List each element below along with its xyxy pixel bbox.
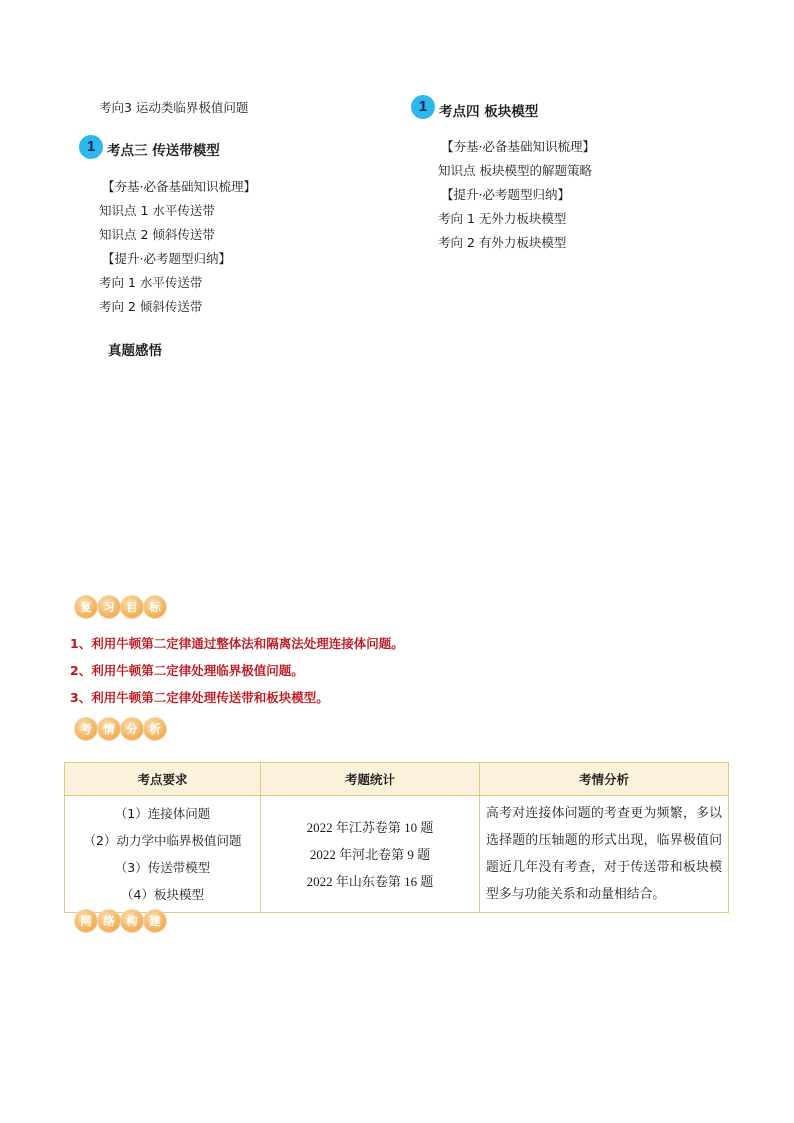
outline-line: 知识点 板块模型的解题策略 [438, 163, 592, 178]
section-number-icon: 1 [411, 95, 435, 119]
outline-line: 【提升·必考题型归纳】 [102, 251, 231, 266]
outline-line: 考向 1 无外力板块模型 [438, 211, 567, 226]
badge-char: 络 [98, 910, 120, 932]
badge-char: 情 [98, 718, 120, 740]
badge-char: 建 [144, 910, 166, 932]
table-header-row [65, 763, 729, 796]
analysis-cell: 高考对连接体问题的考查更为频繁，多以选择题的压轴题的形式出现，临界极值问题近几年没有考查，对于传送带和板块模型多与功能关系和动量相结合。 [480, 796, 729, 913]
zhenti-heading: 真题感悟 [108, 343, 162, 359]
badge-char: 标 [144, 596, 166, 618]
network-badge [75, 910, 166, 932]
section-number-icon: 1 [79, 135, 103, 159]
section3-outline [99, 175, 256, 319]
exam-analysis-table [64, 762, 729, 913]
requirement-item: （1）连接体问题 [114, 806, 211, 821]
outline-line: 知识点 2 倾斜传送带 [99, 227, 215, 242]
outline-line: 知识点 1 水平传送带 [99, 203, 215, 218]
outline-line: 考向 2 有外力板块模型 [438, 235, 567, 250]
goal-item: 3、利用牛顿第二定律处理传送带和板块模型。 [70, 690, 329, 705]
review-goals-badge [75, 596, 166, 618]
column-header: 考情分析 [480, 763, 729, 796]
outline-line: 【提升·必考题型归纳】 [441, 187, 570, 202]
badge-char: 析 [144, 718, 166, 740]
section4-outline [438, 135, 595, 255]
goal-item: 2、利用牛顿第二定律处理临界极值问题。 [70, 663, 304, 678]
badge-char: 复 [75, 596, 97, 618]
requirement-item: （4）板块模型 [121, 887, 204, 902]
goal-item: 1、利用牛顿第二定律通过整体法和隔离法处理连接体问题。 [70, 636, 404, 651]
badge-char: 习 [98, 596, 120, 618]
outline-line-pre: 考向3 运动类临界极值问题 [99, 100, 249, 115]
stat-item: 2022 年江苏卷第 10 题 [306, 819, 434, 835]
column-header: 考点要求 [65, 763, 261, 796]
column-header: 考题统计 [261, 763, 480, 796]
section-title-3: 考点三 传送带模型 [107, 143, 220, 159]
exam-analysis-badge [75, 718, 166, 740]
requirement-item: （2）动力学中临界极值问题 [83, 833, 242, 848]
requirement-item: （3）传送带模型 [114, 860, 211, 875]
requirements-cell [65, 796, 261, 913]
outline-line: 【夯基·必备基础知识梳理】 [102, 179, 256, 194]
outline-line: 【夯基·必备基础知识梳理】 [441, 139, 595, 154]
badge-char: 网 [75, 910, 97, 932]
stat-item: 2022 年山东卷第 16 题 [306, 873, 434, 889]
stat-item: 2022 年河北卷第 9 题 [309, 846, 431, 862]
outline-line: 考向 1 水平传送带 [99, 275, 203, 290]
badge-char: 分 [121, 718, 143, 740]
table-row [65, 796, 729, 913]
badge-char: 目 [121, 596, 143, 618]
outline-line: 考向 2 倾斜传送带 [99, 299, 203, 314]
stats-cell [261, 796, 480, 913]
section-title-4: 考点四 板块模型 [439, 104, 539, 120]
badge-char: 考 [75, 718, 97, 740]
badge-char: 构 [121, 910, 143, 932]
